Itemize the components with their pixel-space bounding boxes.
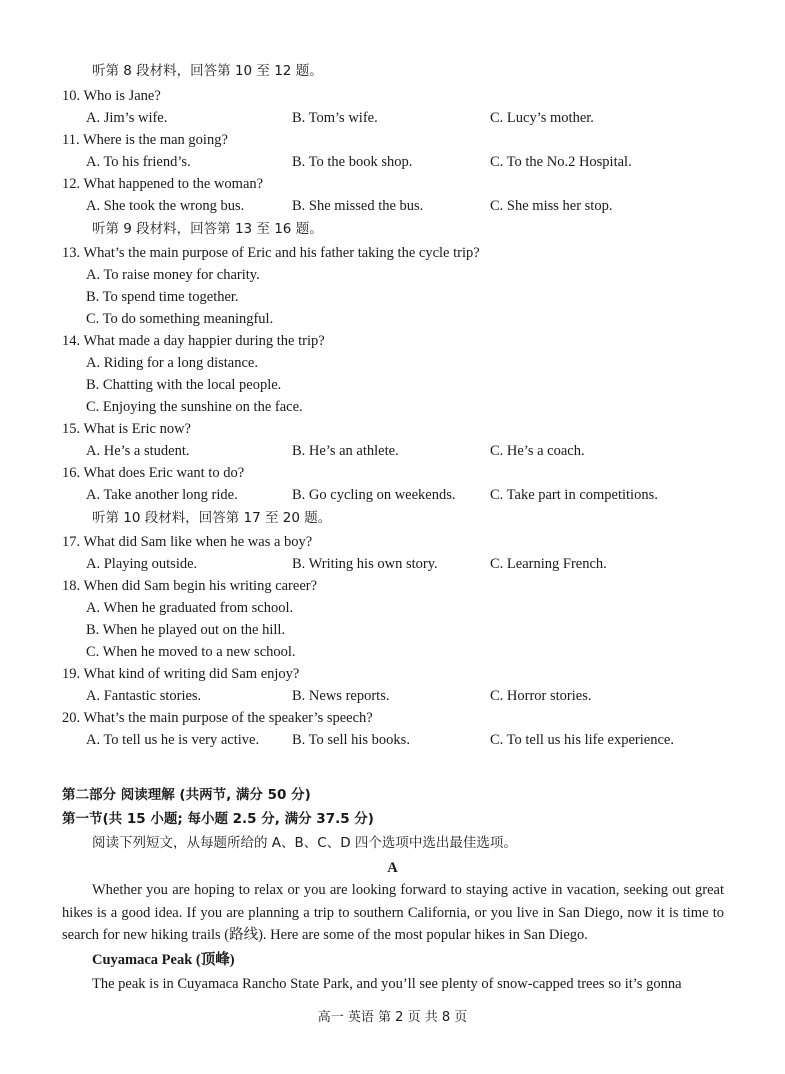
instruction-section-8: 听第 8 段材料，回答第 10 至 12 题。: [92, 63, 323, 79]
q19-option-b: B. News reports.: [292, 688, 390, 704]
q11-option-b: B. To the book shop.: [292, 154, 413, 170]
page-footer: 高一 英语 第 2 页 共 8 页: [317, 1010, 468, 1025]
q16-option-a: A. Take another long ride.: [86, 487, 238, 503]
passage-paragraph-1: [62, 879, 724, 947]
passage-subtitle: Cuyamaca Peak (顶峰): [92, 952, 235, 968]
q14-option-a: A. Riding for a long distance.: [86, 355, 258, 371]
q14-option-b: B. Chatting with the local people.: [86, 377, 282, 393]
q15-option-a: A. He’s a student.: [86, 443, 190, 459]
part-two-heading: 第二部分 阅读理解 (共两节, 满分 50 分): [62, 787, 311, 803]
q12-option-c: C. She miss her stop.: [490, 198, 613, 214]
passage-label: A: [387, 860, 398, 876]
q20-option-b: B. To sell his books.: [292, 732, 410, 748]
question-13: 13. What’s the main purpose of Eric and his father taking the cycle trip?: [62, 245, 480, 261]
q12-option-a: A. She took the wrong bus.: [86, 198, 245, 214]
q19-option-a: A. Fantastic stories.: [86, 688, 202, 704]
q17-option-b: B. Writing his own story.: [292, 556, 438, 572]
q20-option-c: C. To tell us his life experience.: [490, 732, 674, 748]
q16-option-b: B. Go cycling on weekends.: [292, 487, 456, 503]
q11-option-c: C. To the No.2 Hospital.: [490, 154, 632, 170]
q20-option-a: A. To tell us he is very active.: [86, 732, 260, 748]
q18-option-b: B. When he played out on the hill.: [86, 622, 286, 638]
passage-paragraph-2: [62, 973, 724, 996]
q17-option-c: C. Learning French.: [490, 556, 607, 572]
passage-paragraph-2-text: The peak is in Cuyamaca Rancho State Park, and you’ll see plenty of snow-capped trees so it’s gonna: [92, 976, 682, 992]
question-15: 15. What is Eric now?: [62, 421, 191, 437]
q13-option-b: B. To spend time together.: [86, 289, 239, 305]
q11-option-a: A. To his friend’s.: [86, 154, 191, 170]
q10-option-a: A. Jim’s wife.: [86, 110, 168, 126]
instruction-section-9: 听第 9 段材料，回答第 13 至 16 题。: [92, 221, 323, 237]
q15-option-b: B. He’s an athlete.: [292, 443, 399, 459]
section-one-heading: 第一节(共 15 小题; 每小题 2.5 分, 满分 37.5 分): [62, 811, 374, 827]
q18-option-c: C. When he moved to a new school.: [86, 644, 296, 660]
q15-option-c: C. He’s a coach.: [490, 443, 585, 459]
q19-option-c: C. Horror stories.: [490, 688, 592, 704]
question-16: 16. What does Eric want to do?: [62, 465, 245, 481]
question-17: 17. What did Sam like when he was a boy?: [62, 534, 313, 550]
q18-option-a: A. When he graduated from school.: [86, 600, 294, 616]
question-11: 11. Where is the man going?: [62, 132, 228, 148]
q16-option-c: C. Take part in competitions.: [490, 487, 658, 503]
q13-option-c: C. To do something meaningful.: [86, 311, 274, 327]
q10-option-c: C. Lucy’s mother.: [490, 110, 594, 126]
passage-paragraph-1-text: Whether you are hoping to relax or you are looking forward to staying active in vacation, seeking out great hikes is a good idea. If you are planning a trip to southern California, or you live in San Diego, now it is time to search for new hiking trails (路线). Here are some of the most popular hikes in San Diego.: [62, 882, 724, 943]
q12-option-b: B. She missed the bus.: [292, 198, 424, 214]
q13-option-a: A. To raise money for charity.: [86, 267, 260, 283]
question-20: 20. What’s the main purpose of the speaker’s speech?: [62, 710, 373, 726]
reading-instruction: 阅读下列短文，从每题所给的 A、B、C、D 四个选项中选出最佳选项。: [92, 835, 517, 851]
q17-option-a: A. Playing outside.: [86, 556, 198, 572]
question-19: 19. What kind of writing did Sam enjoy?: [62, 666, 300, 682]
q14-option-c: C. Enjoying the sunshine on the face.: [86, 399, 303, 415]
q10-option-b: B. Tom’s wife.: [292, 110, 378, 126]
question-18: 18. When did Sam begin his writing career?: [62, 578, 318, 594]
question-14: 14. What made a day happier during the trip?: [62, 333, 325, 349]
instruction-section-10: 听第 10 段材料，回答第 17 至 20 题。: [92, 510, 332, 526]
question-10: 10. Who is Jane?: [62, 88, 161, 104]
question-12: 12. What happened to the woman?: [62, 176, 264, 192]
